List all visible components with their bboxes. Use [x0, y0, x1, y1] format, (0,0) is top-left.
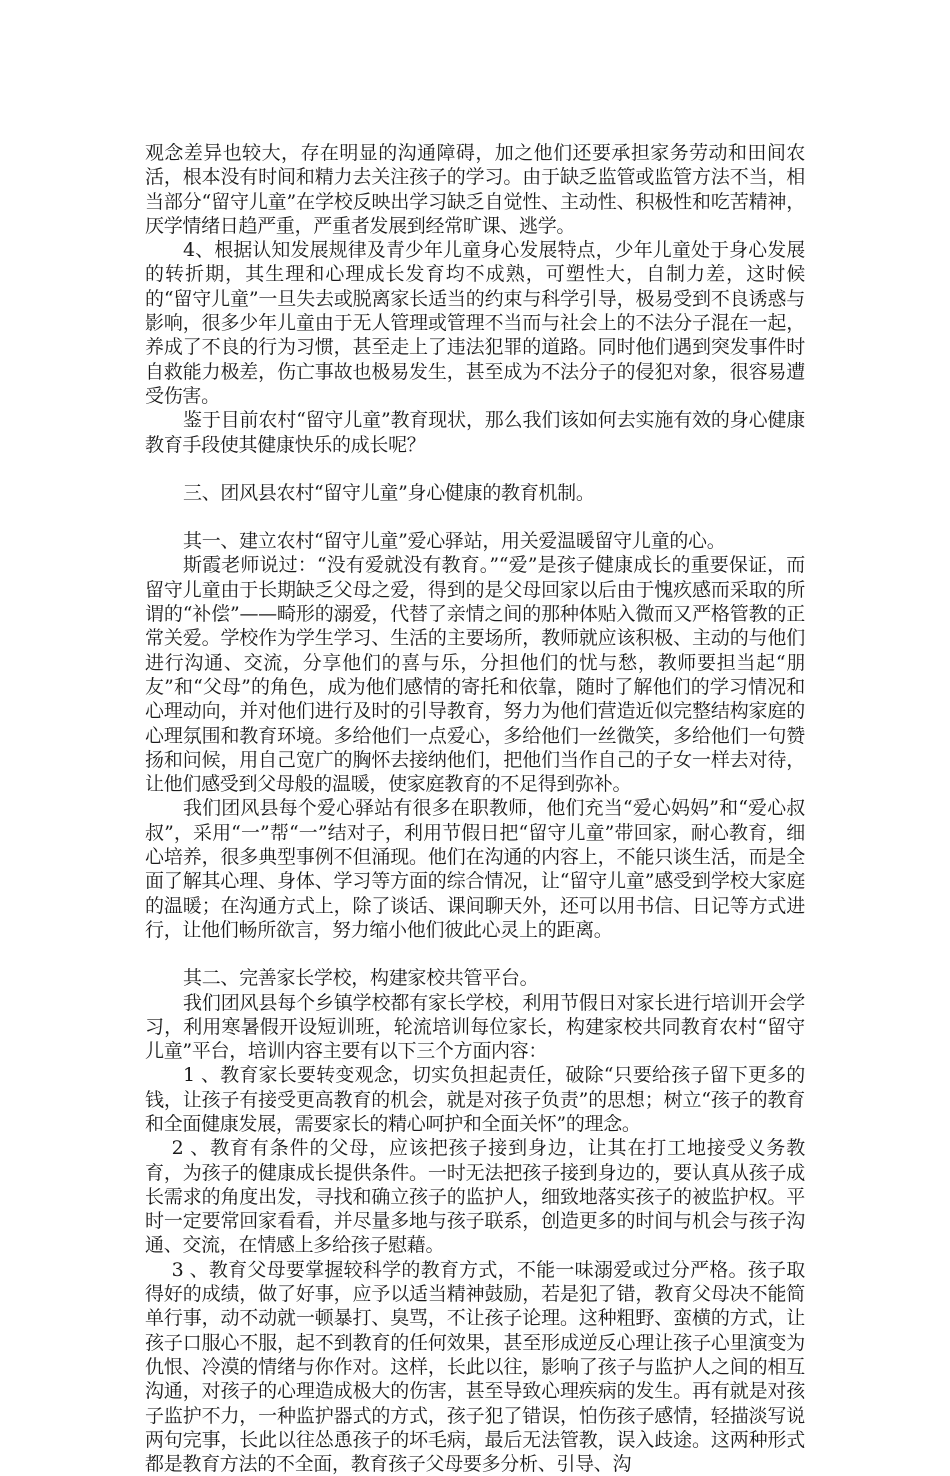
- document-page: [145, 141, 805, 1476]
- paragraph-5: 我们团风县每个爱心驿站有很多在职教师，他们充当“爱心妈妈”和“爱心叔叔”，采用“一”帮“一”结对子，利用节假日把“留守儿童”带回家，耐心教育，细心培养，很多典型事例不但涌现。他们在沟通的内容上，不能只谈生活，而是全面了解其心理、身体、学习等方面的综合情况，让“留守儿童”感受到学校大家庭的温暖；在沟通方式上，除了谈话、课间聊天外，还可以用书信、日记等方式进行，让他们畅所欲言，努力缩小他们彼此心灵上的距离。: [145, 797, 805, 941]
- list-item-1: 1 、教育家长要转变观念，切实负担起责任，破除“只要给孩子留下更多的钱，让孩子有接受更高教育的机会，就是对孩子负责”的思想；树立“孩子的教育和全面健康发展，需要家长的精心呵护和全面关怀”的理念。: [145, 1064, 805, 1135]
- paragraph-gap: [145, 505, 805, 529]
- paragraph-4: 斯霞老师说过：“没有爱就没有教育。”“爱”是孩子健康成长的重要保证，而留守儿童由于长期缺乏父母之爱，得到的是父母回家以后由于愧疚感而采取的所谓的“补偿”——畸形的溺爱，代替了亲情之间的那种体贴入微而又严格管教的正常关爱。学校作为学生学习、生活的主要场所，教师就应该积极、主动的与他们进行沟通、交流，分享他们的喜与乐，分担他们的忧与愁，教师要担当起“朋友”和“父母”的角色，成为他们感情的寄托和依靠，随时了解他们的学习情况和心理动向，并对他们进行及时的引导教育，努力为他们营造近似完整结构家庭的心理氛围和教育环境。多给他们一点爱心，多给他们一丝微笑，多给他们一句赞扬和问候，用自己宽广的胸怀去接纳他们，把他们当作自己的子女一样去对待，让他们感受到父母般的温暖，使家庭教育的不足得到弥补。: [145, 554, 805, 796]
- subsection-heading-2: 其二、完善家长学校，构建家校共管平台。: [183, 967, 539, 990]
- paragraph-1: 观念差异也较大，存在明显的沟通障碍，加之他们还要承担家务劳动和田间农活，根本没有时间和精力去关注孩子的学习。由于缺乏监管或监管方法不当，相当部分“留守儿童”在学校反映出学习缺乏自觉性、主动性、积极性和吃苦精神，厌学情绪日趋严重，严重者发展到经常旷课、逃学。: [145, 142, 805, 237]
- subsection-heading-1: 其一、建立农村“留守儿童”爱心驿站，用关爱温暖留守儿童的心。: [183, 530, 726, 553]
- paragraph-gap: [145, 457, 805, 481]
- list-item-2: 2 、教育有条件的父母，应该把孩子接到身边，让其在打工地接受义务教育，为孩子的健康成长提供条件。一时无法把孩子接到身边的，要认真从孩子成长需求的角度出发，寻找和确立孩子的监护人，细致地落实孩子的被监护权。平时一定要常回家看看，并尽量多地与孩子联系，创造更多的时间与机会与孩子沟通、交流，在情感上多给孩子慰藉。: [145, 1137, 805, 1257]
- paragraph-6: 我们团风县每个乡镇学校都有家长学校，利用节假日对家长进行培训开会学习，利用寒暑假开设短训班，轮流培训每位家长，构建家校共同教育农村“留守儿童”平台，培训内容主要有以下三个方面内容：: [145, 991, 805, 1063]
- list-item-3: 3 、教育父母要掌握较科学的教育方式，不能一味溺爱或过分严格。孩子取得好的成绩，做了好事，应予以适当精神鼓励，若是犯了错，教育父母决不能简单行事，动不动就一顿暴打、臭骂，不让孩子论理。这种粗野、蛮横的方式，让孩子口服心不服，起不到教育的任何效果，甚至形成逆反心理让孩子心里演变为仇恨、冷漠的情绪与你作对。这样，长此以往，影响了孩子与监护人之间的相互沟通，对孩子的心理造成极大的伤害，甚至导致心理疾病的发生。再有就是对孩子监护不力，一种监护器式的方式，孩子犯了错误，怕伤孩子感情，轻描淡写说两句完事，长此以往怂恿孩子的坏毛病，最后无法管教，误入歧途。这两种形式都是教育方法的不全面，教育孩子父母要多分析、引导、沟: [145, 1258, 805, 1476]
- paragraph-gap: [145, 942, 805, 966]
- paragraph-3: 鉴于目前农村“留守儿童”教育现状，那么我们该如何去实施有效的身心健康教育手段使其健康快乐的成长呢？: [145, 409, 805, 456]
- paragraph-2: 4、根据认知发展规律及青少年儿童身心发展特点，少年儿童处于身心发展的转折期，其生理和心理成长发育均不成熟，可塑性大，自制力差，这时候的“留守儿童”一旦失去或脱离家长适当的约束与科学引导，极易受到不良诱惑与影响，很多少年儿童由于无人管理或管理不当而与社会上的不法分子混在一起，养成了不良的行为习惯，甚至走上了违法犯罪的道路。同时他们遇到突发事件时自救能力极差，伤亡事故也极易发生，甚至成为不法分子的侵犯对象，很容易遭受伤害。: [145, 239, 805, 407]
- section-heading-3: 三、团风县农村“留守儿童”身心健康的教育机制。: [183, 481, 595, 504]
